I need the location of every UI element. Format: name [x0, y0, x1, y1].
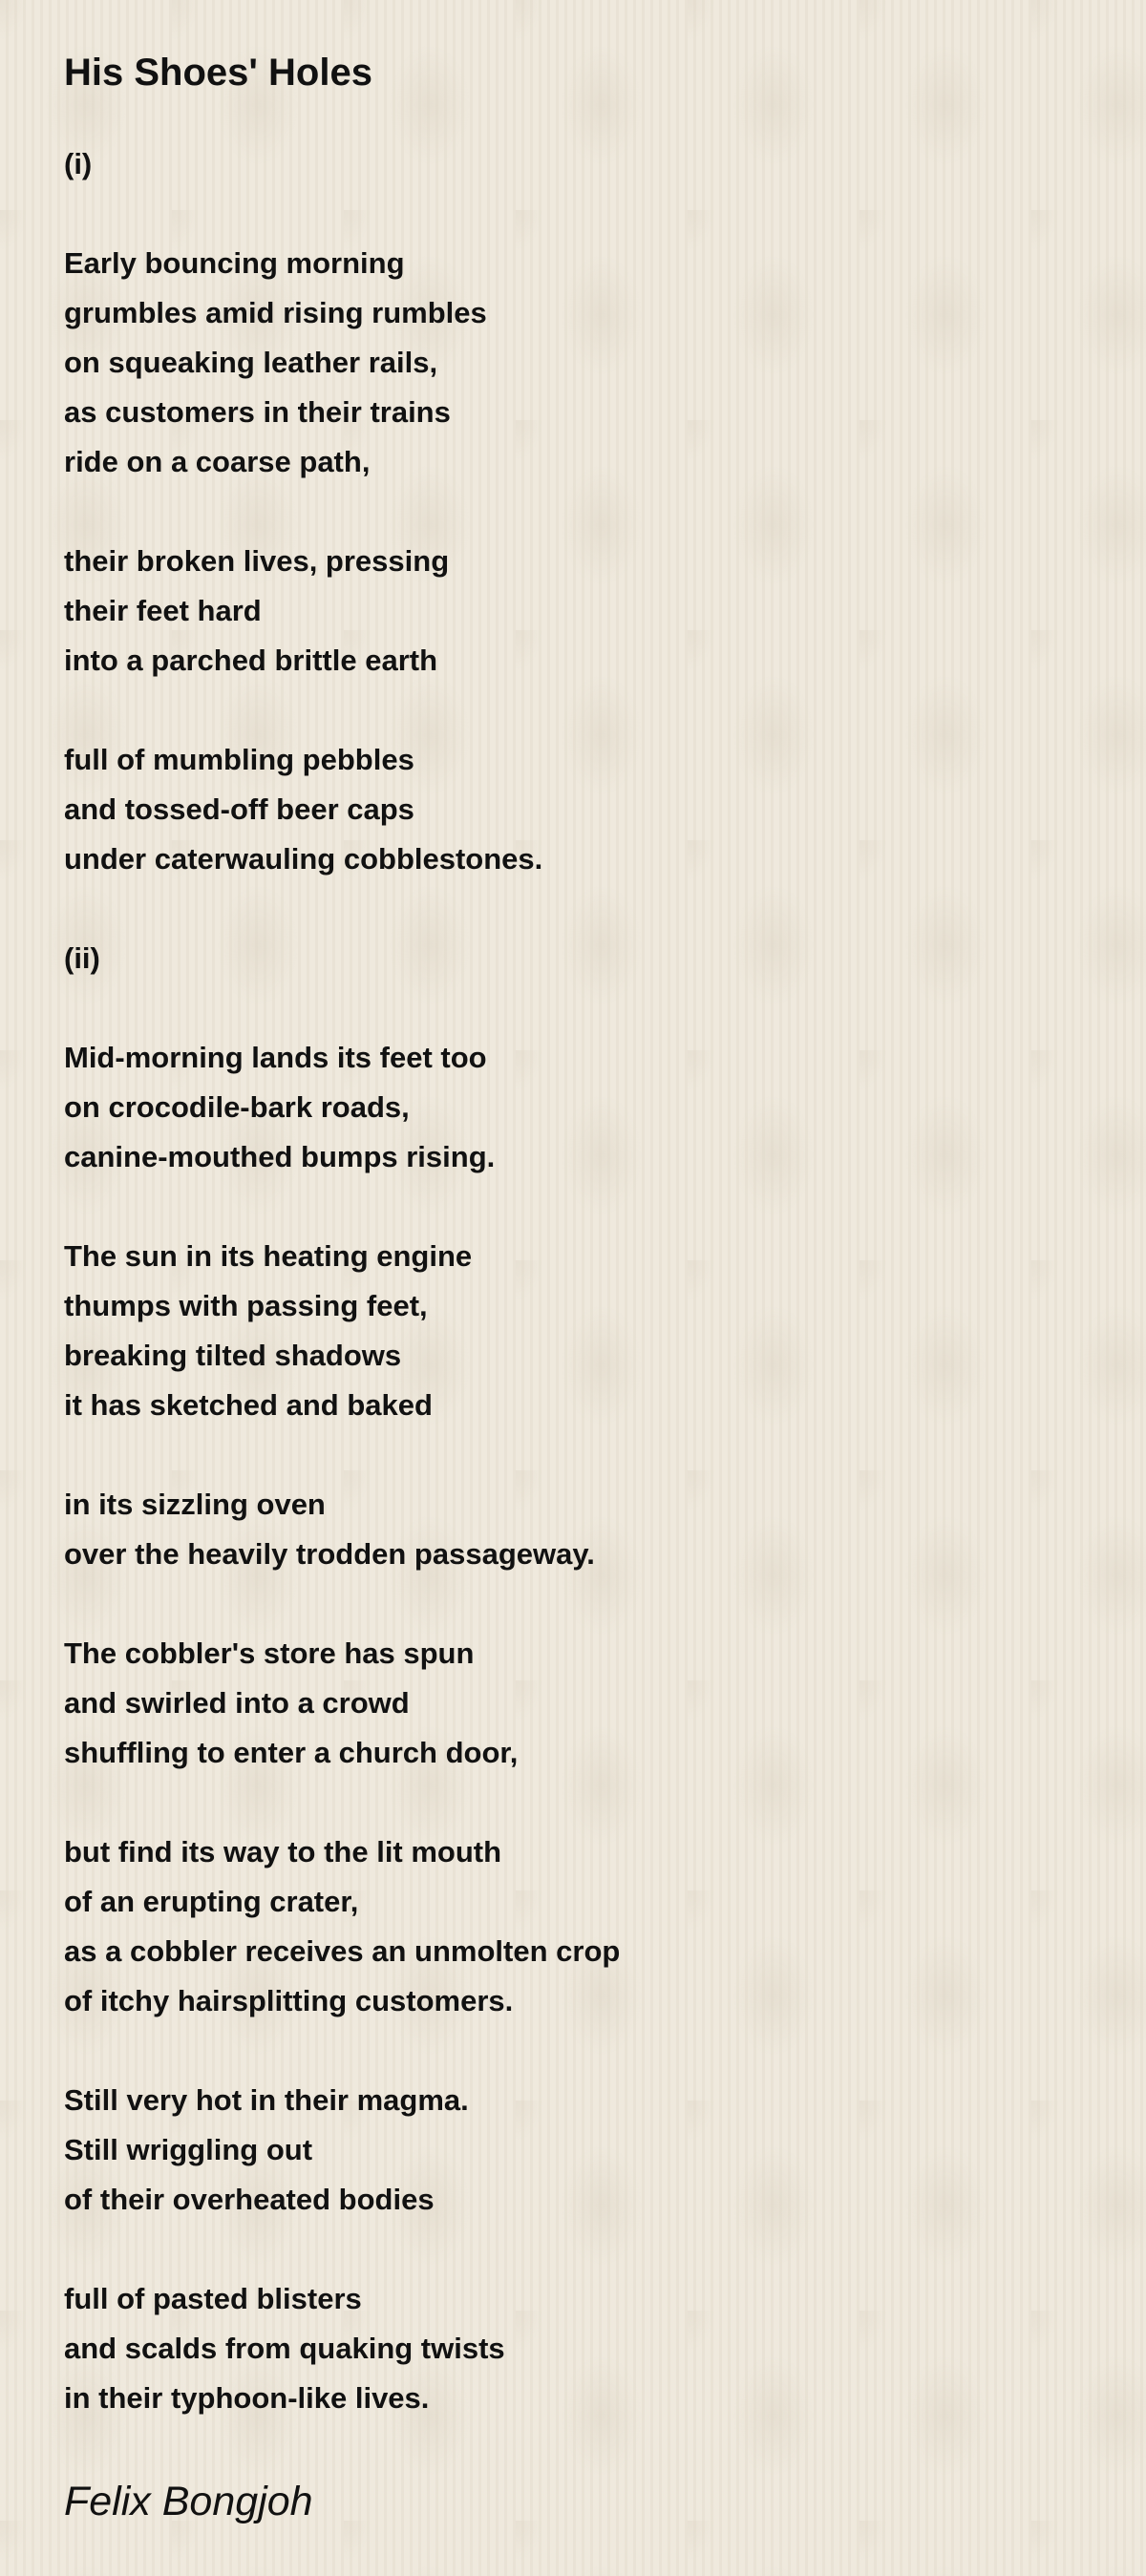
poem-line: in their typhoon-like lives. [64, 2381, 430, 2415]
poem-line: Still wriggling out [64, 2133, 313, 2166]
poem-line: on squeaking leather rails, [64, 346, 438, 379]
poem-line: but find its way to the lit mouth [64, 1835, 502, 1869]
poem-title: His Shoes' Holes [64, 52, 372, 94]
poem-line: under caterwauling cobblestones. [64, 842, 543, 876]
poem-line: of an erupting crater, [64, 1885, 359, 1918]
poem-line [64, 1579, 1114, 1629]
poem-author: Felix Bongjoh [64, 2479, 313, 2524]
poem-line: (i) [64, 147, 93, 180]
poem-line: into a parched brittle earth [64, 644, 438, 677]
poem-line [64, 884, 1114, 934]
poem-line: Mid-morning lands its feet too [64, 1041, 487, 1074]
poem-line [64, 1778, 1114, 1827]
poem-line [64, 189, 1114, 239]
poem-line: canine-mouthed bumps rising. [64, 1140, 496, 1173]
poem-line [64, 487, 1114, 537]
poem-line: it has sketched and baked [64, 1388, 433, 1422]
poem-line: of itchy hairsplitting customers. [64, 1984, 514, 2017]
poem-line: and swirled into a crowd [64, 1686, 410, 1720]
poem-line: shuffling to enter a church door, [64, 1736, 519, 1769]
poem-line: on crocodile-bark roads, [64, 1090, 410, 1124]
poem-line [64, 1182, 1114, 1232]
poem-line: grumbles amid rising rumbles [64, 296, 487, 329]
poem-line: over the heavily trodden passageway. [64, 1537, 595, 1571]
poem-line [64, 1430, 1114, 1480]
poem-line: and tossed-off beer caps [64, 792, 414, 826]
poem-line: full of pasted blisters [64, 2282, 362, 2315]
poem-line: (ii) [64, 941, 100, 975]
poem-line: full of mumbling pebbles [64, 743, 414, 776]
poem-line: ride on a coarse path, [64, 445, 371, 478]
poem-line: as a cobbler receives an unmolten crop [64, 1934, 621, 1968]
poem-line [64, 2026, 1114, 2076]
poem-line: Still very hot in their magma. [64, 2083, 469, 2117]
poem-line: The sun in its heating engine [64, 1239, 473, 1273]
poem-line: of their overheated bodies [64, 2183, 435, 2216]
poem-line: Early bouncing morning [64, 246, 405, 280]
poem-line: their feet hard [64, 594, 262, 627]
poem-line: in its sizzling oven [64, 1488, 326, 1521]
poem-line: The cobbler's store has spun [64, 1636, 475, 1670]
poem-line [64, 983, 1114, 1033]
poem-page [64, 0, 1114, 2526]
poem-line: breaking tilted shadows [64, 1339, 402, 1372]
poem-line [64, 2225, 1114, 2274]
poem-line: their broken lives, pressing [64, 544, 450, 578]
poem-line: as customers in their trains [64, 395, 451, 429]
poem-line: and scalds from quaking twists [64, 2332, 505, 2365]
poem-body [64, 139, 1114, 2423]
poem-line: thumps with passing feet, [64, 1289, 428, 1322]
poem-line [64, 686, 1114, 735]
